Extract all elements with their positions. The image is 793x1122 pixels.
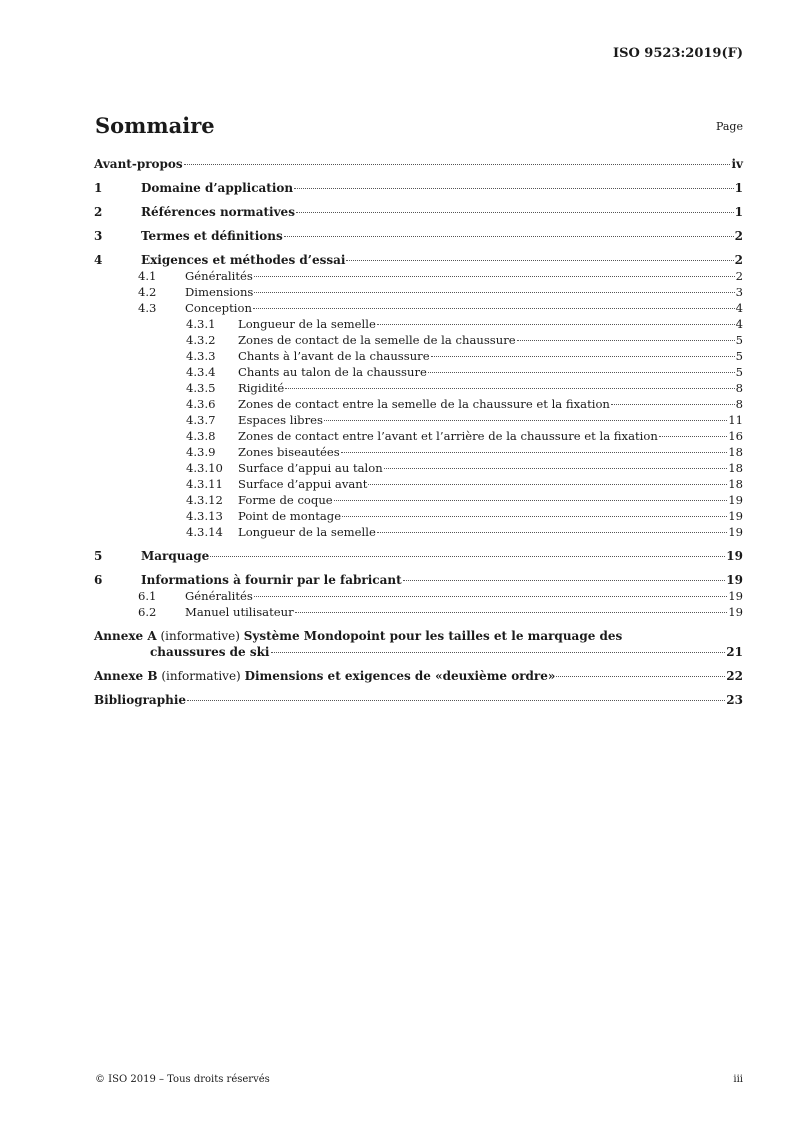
leader-dots bbox=[431, 356, 735, 357]
toc-section-number: 4.1 bbox=[138, 269, 157, 283]
annex-b-title: Dimensions et exigences de «deuxième ordre» bbox=[244, 669, 556, 683]
toc-page-number: 8 bbox=[735, 381, 743, 395]
toc-entry[interactable] bbox=[94, 300, 743, 316]
toc-page-number: 18 bbox=[728, 477, 743, 491]
annex-a-prefix: Annexe A bbox=[94, 629, 157, 643]
toc-entry[interactable] bbox=[94, 444, 743, 460]
document-id: ISO 9523:2019(F) bbox=[612, 46, 743, 61]
footer-page-number: iii bbox=[733, 1074, 743, 1085]
toc-section-number: 3 bbox=[94, 229, 103, 243]
annex-b-prefix: Annexe B bbox=[94, 669, 158, 683]
toc-section-title: Références normatives bbox=[141, 205, 295, 219]
toc-entry[interactable] bbox=[94, 316, 743, 332]
toc-entry[interactable] bbox=[94, 428, 743, 444]
leader-dots bbox=[254, 596, 727, 597]
leader-dots bbox=[341, 452, 728, 453]
toc-section-title: Généralités bbox=[185, 269, 253, 283]
leader-dots bbox=[296, 212, 734, 213]
leader-dots bbox=[285, 388, 734, 389]
toc-entry[interactable] bbox=[94, 460, 743, 476]
toc-page-number: 19 bbox=[728, 493, 743, 507]
toc-entry[interactable] bbox=[94, 524, 743, 540]
toc-section-number: 4.3.1 bbox=[186, 317, 216, 331]
toc-section-title: Exigences et méthodes d’essai bbox=[141, 253, 346, 267]
leader-dots bbox=[295, 612, 728, 613]
toc-page-number: 22 bbox=[726, 669, 743, 683]
toc-page-number: 4 bbox=[735, 301, 743, 315]
toc-entry-annex-a[interactable] bbox=[94, 628, 743, 644]
leader-dots bbox=[556, 676, 725, 677]
toc-section-number: 6 bbox=[94, 573, 103, 587]
leader-dots bbox=[428, 372, 735, 373]
toc-page-number: 19 bbox=[726, 549, 743, 563]
toc-page-number: 1 bbox=[734, 181, 743, 195]
leader-dots bbox=[254, 292, 734, 293]
toc-section-title: Forme de coque bbox=[238, 493, 333, 507]
toc-section-title: Dimensions bbox=[185, 285, 254, 299]
leader-dots bbox=[334, 500, 728, 501]
toc-page-number: 18 bbox=[728, 445, 743, 459]
toc-section-number: 4.3.4 bbox=[186, 365, 216, 379]
toc-entry[interactable] bbox=[94, 268, 743, 284]
page-footer bbox=[95, 1074, 743, 1085]
toc-page-number: 19 bbox=[726, 573, 743, 587]
toc-section-title: Zones de contact de la semelle de la chaussure bbox=[238, 333, 516, 347]
leader-dots bbox=[611, 404, 735, 405]
annex-a-title-line1: Système Mondopoint pour les tailles et le marquage des bbox=[243, 629, 623, 643]
toc-entry[interactable] bbox=[94, 412, 743, 428]
leader-dots bbox=[368, 484, 727, 485]
toc-section-title: Généralités bbox=[185, 589, 253, 603]
toc-section-title: Zones biseautées bbox=[238, 445, 340, 459]
leader-dots bbox=[271, 652, 726, 653]
toc-page-number: iv bbox=[731, 157, 743, 171]
toc-page-number: 5 bbox=[735, 365, 743, 379]
toc-entry[interactable] bbox=[94, 180, 743, 196]
toc-section-title: Avant-propos bbox=[94, 157, 183, 171]
leader-dots bbox=[284, 236, 734, 237]
toc-entry[interactable] bbox=[94, 364, 743, 380]
annex-b-informative: (informative) bbox=[157, 669, 245, 683]
toc-entry[interactable] bbox=[94, 492, 743, 508]
leader-dots bbox=[187, 700, 725, 701]
toc-section-number: 4.3.12 bbox=[186, 493, 223, 507]
toc-section-number: 4.3.6 bbox=[186, 397, 216, 411]
toc-section-number: 4.3.9 bbox=[186, 445, 216, 459]
annex-a-title-line2: chaussures de ski bbox=[150, 645, 270, 659]
leader-dots bbox=[254, 276, 735, 277]
toc-section-title: Point de montage bbox=[238, 509, 342, 523]
toc-entry[interactable] bbox=[94, 284, 743, 300]
toc-section-title: Longueur de la semelle bbox=[238, 317, 376, 331]
toc-section-title: Zones de contact entre l’avant et l’arrière de la chaussure et la fixation bbox=[238, 429, 658, 443]
toc-entry-bibliography[interactable] bbox=[94, 692, 743, 708]
toc-section-number: 4.3.11 bbox=[186, 477, 223, 491]
toc-section-number: 2 bbox=[94, 205, 103, 219]
table-of-contents bbox=[94, 156, 743, 708]
toc-entry[interactable] bbox=[94, 204, 743, 220]
toc-section-number: 4.3.14 bbox=[186, 525, 223, 539]
toc-page-number: 19 bbox=[728, 589, 743, 603]
toc-page-number: 23 bbox=[726, 693, 743, 707]
toc-page-number: 16 bbox=[728, 429, 743, 443]
leader-dots bbox=[659, 436, 727, 437]
toc-section-number: 1 bbox=[94, 181, 103, 195]
page-column-label: Page bbox=[715, 120, 743, 133]
toc-page-number: 2 bbox=[735, 269, 743, 283]
toc-entry[interactable] bbox=[94, 508, 743, 524]
leader-dots bbox=[324, 420, 727, 421]
toc-page-number: 3 bbox=[735, 285, 743, 299]
toc-section-number: 4.3.13 bbox=[186, 509, 223, 523]
page-title: Sommaire bbox=[95, 113, 215, 138]
toc-section-number: 4.2 bbox=[138, 285, 157, 299]
toc-entry[interactable] bbox=[94, 348, 743, 364]
toc-section-title: Informations à fournir par le fabricant bbox=[141, 573, 402, 587]
toc-page-number: 18 bbox=[728, 461, 743, 475]
toc-entry[interactable] bbox=[94, 476, 743, 492]
leader-dots bbox=[517, 340, 735, 341]
toc-page-number: 8 bbox=[735, 397, 743, 411]
toc-section-number: 4.3.10 bbox=[186, 461, 223, 475]
toc-entry[interactable] bbox=[94, 228, 743, 244]
toc-section-title: Rigidité bbox=[238, 381, 285, 395]
leader-dots bbox=[184, 164, 731, 165]
toc-page-number: 19 bbox=[728, 605, 743, 619]
toc-page-number: 4 bbox=[735, 317, 743, 331]
leader-dots bbox=[403, 580, 726, 581]
toc-section-title: Chants à l’avant de la chaussure bbox=[238, 349, 430, 363]
toc-page-number: 5 bbox=[735, 333, 743, 347]
toc-entry[interactable] bbox=[94, 588, 743, 604]
toc-entry[interactable] bbox=[94, 332, 743, 348]
toc-section-number: 4.3 bbox=[138, 301, 157, 315]
toc-section-number: 4 bbox=[94, 253, 103, 267]
toc-section-number: 4.3.8 bbox=[186, 429, 216, 443]
toc-page-number: 19 bbox=[728, 509, 743, 523]
toc-section-title: Manuel utilisateur bbox=[185, 605, 294, 619]
leader-dots bbox=[253, 308, 735, 309]
toc-section-title: Domaine d’application bbox=[141, 181, 294, 195]
toc-entry[interactable] bbox=[94, 396, 743, 412]
toc-section-number: 5 bbox=[94, 549, 103, 563]
toc-section-number: 6.2 bbox=[138, 605, 157, 619]
copyright-notice: © ISO 2019 – Tous droits réservés bbox=[95, 1074, 270, 1085]
toc-section-title: Termes et définitions bbox=[141, 229, 283, 243]
toc-entry[interactable] bbox=[94, 156, 743, 172]
leader-dots bbox=[210, 556, 725, 557]
toc-page-number: 19 bbox=[728, 525, 743, 539]
toc-page-number: 2 bbox=[734, 229, 743, 243]
toc-section-title: Surface d’appui au talon bbox=[238, 461, 383, 475]
toc-entry[interactable] bbox=[94, 380, 743, 396]
bibliography-label: Bibliographie bbox=[94, 693, 187, 707]
toc-entry[interactable] bbox=[94, 604, 743, 620]
leader-dots bbox=[346, 260, 733, 261]
annex-b-label bbox=[94, 668, 555, 684]
annex-a-informative: (informative) bbox=[156, 629, 244, 643]
leader-dots bbox=[342, 516, 727, 517]
leader-dots bbox=[377, 532, 727, 533]
toc-section-title: Espaces libres bbox=[238, 413, 323, 427]
toc-page-number: 11 bbox=[728, 413, 743, 427]
toc-section-number: 6.1 bbox=[138, 589, 157, 603]
toc-page-number: 2 bbox=[734, 253, 743, 267]
toc-entry-annex-b[interactable] bbox=[94, 668, 743, 684]
leader-dots bbox=[294, 188, 734, 189]
toc-section-title: Longueur de la semelle bbox=[238, 525, 376, 539]
toc-section-number: 4.3.5 bbox=[186, 381, 216, 395]
toc-section-title: Zones de contact entre la semelle de la chaussure et la fixation bbox=[238, 397, 610, 411]
toc-page-number: 1 bbox=[734, 205, 743, 219]
toc-page-number: 21 bbox=[726, 645, 743, 659]
toc-page-number: 5 bbox=[735, 349, 743, 363]
toc-entry[interactable] bbox=[94, 572, 743, 588]
toc-section-number: 4.3.7 bbox=[186, 413, 216, 427]
toc-section-title: Surface d’appui avant bbox=[238, 477, 368, 491]
toc-entry[interactable] bbox=[94, 252, 743, 268]
toc-section-title: Marquage bbox=[141, 549, 210, 563]
toc-section-title: Chants au talon de la chaussure bbox=[238, 365, 427, 379]
toc-section-number: 4.3.2 bbox=[186, 333, 216, 347]
leader-dots bbox=[384, 468, 728, 469]
toc-section-number: 4.3.3 bbox=[186, 349, 216, 363]
leader-dots bbox=[377, 324, 735, 325]
toc-entry-annex-a-cont[interactable] bbox=[94, 644, 743, 660]
toc-section-title: Conception bbox=[185, 301, 252, 315]
toc-entry[interactable] bbox=[94, 548, 743, 564]
